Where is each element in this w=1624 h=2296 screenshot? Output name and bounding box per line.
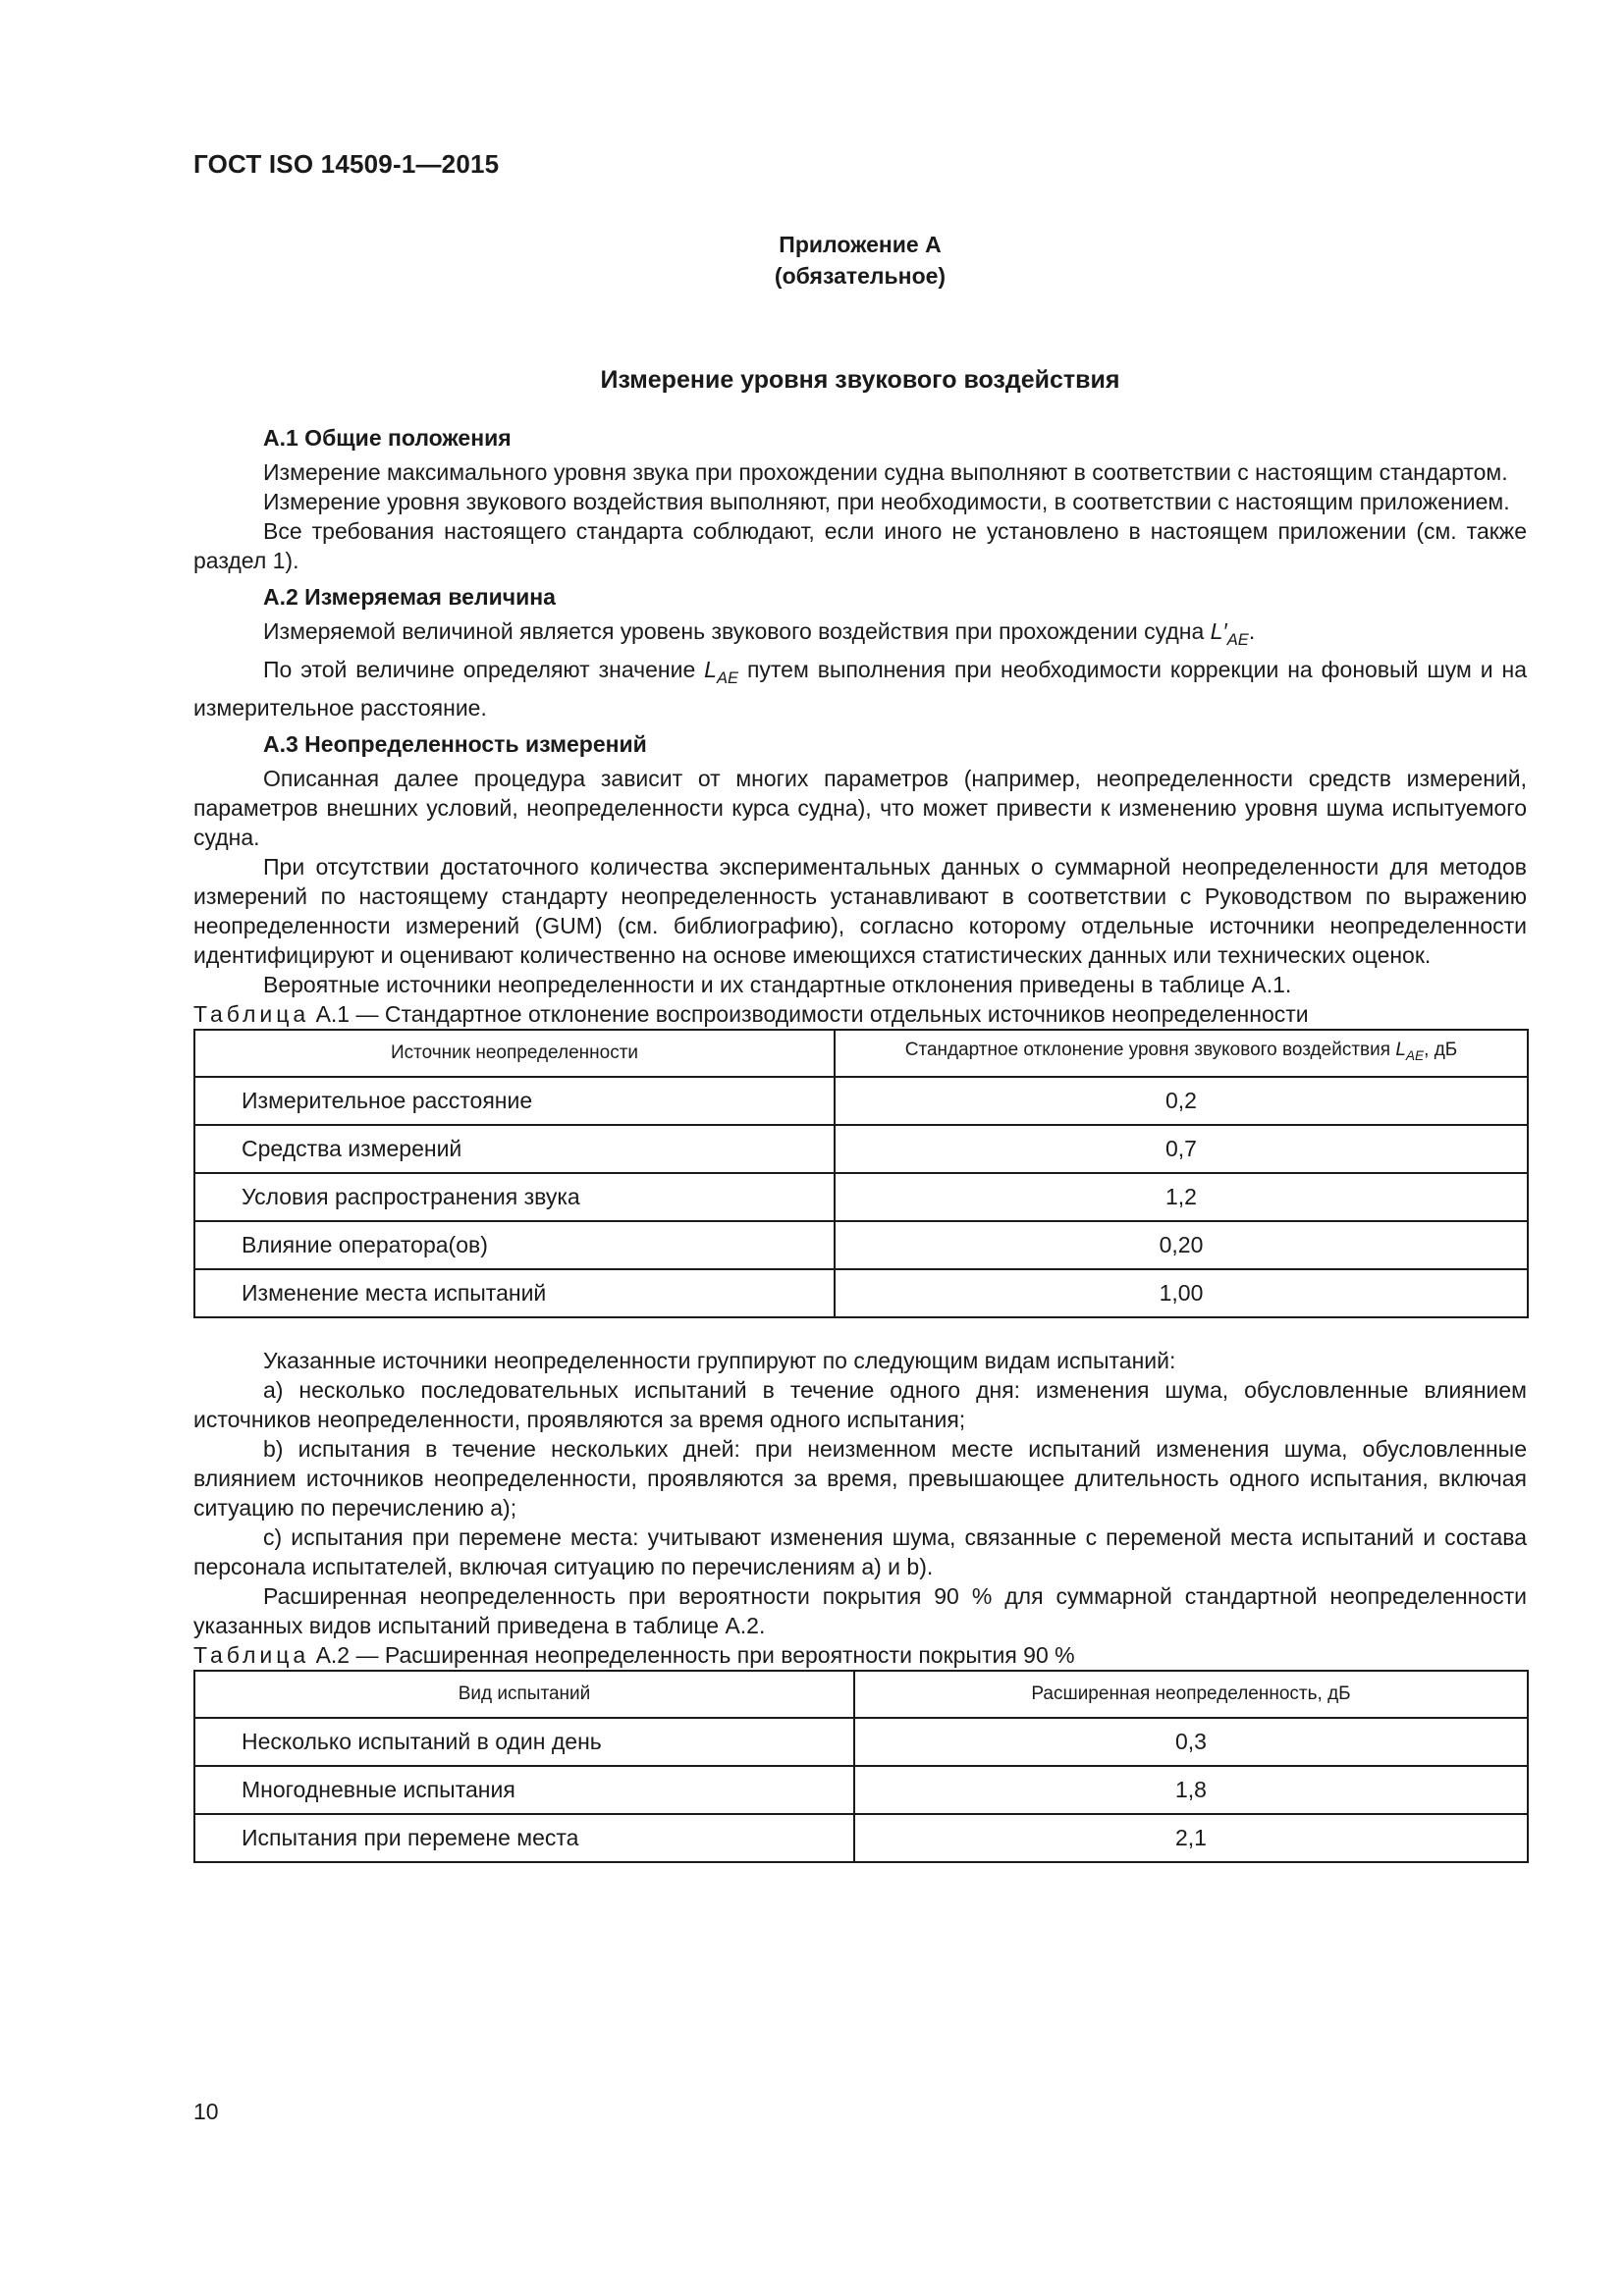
cell-value: 1,2 — [835, 1173, 1528, 1221]
grouping-closing: Расширенная неопределенность при вероятности покрытия 90 % для суммарной стандартной неопределенности указанных видов испытаний приведена в таблице А.2. — [193, 1582, 1527, 1638]
list-item-a: а) несколько последовательных испытаний в течение одного дня: изменения шума, обусловленные влиянием источников неопределенности, проявляются за время одного испытания; — [193, 1376, 1527, 1432]
cell-source: Средства измерений — [194, 1125, 835, 1173]
table-row — [194, 1269, 1528, 1317]
section-a2-heading: А.2 Измеряемая величина — [263, 584, 556, 610]
table-row — [194, 1125, 1528, 1173]
table-row — [194, 1766, 1528, 1814]
grouping-block — [193, 1346, 1527, 1640]
cell-value: 0,20 — [835, 1221, 1528, 1269]
cell-test-type: Несколько испытаний в один день — [194, 1718, 854, 1766]
page-number: 10 — [193, 2099, 219, 2124]
text-run: По этой величине определяют значение — [263, 656, 705, 682]
table2-caption — [193, 1640, 1527, 1670]
cell-source: Измерительное расстояние — [194, 1077, 835, 1125]
section-a3-paragraph: Вероятные источники неопределенности и их стандартные отклонения приведены в таблице А.1. — [263, 971, 1292, 997]
cell-value: 1,00 — [835, 1269, 1528, 1317]
symbol-l-prime: L′ — [1210, 618, 1227, 644]
grouping-intro: Указанные источники неопределенности группируют по следующим видам испытаний: — [263, 1347, 1176, 1373]
text-run: . — [1248, 618, 1256, 644]
section-a3-paragraph: При отсутствии достаточного количества экспериментальных данных о суммарной неопределенности для методов измерений по настоящему стандарту неопределенность устанавливают в соответствии с Руководством по выражению неопределенности измерений (GUM) (см. библиографию), согласно которому отдельные источники неопределенности идентифицируют и оценивают количественно на основе имеющихся статистических данных или технических оценок. — [193, 853, 1527, 968]
column-header-std-dev — [835, 1030, 1528, 1077]
table-header-row — [194, 1030, 1528, 1077]
section-a1-heading: А.1 Общие положения — [263, 425, 512, 451]
cell-source: Изменение места испытаний — [194, 1269, 835, 1317]
table1-caption — [193, 999, 1527, 1029]
cell-value: 0,7 — [835, 1125, 1528, 1173]
main-title: Измерение уровня звукового воздействия — [600, 366, 1120, 394]
content-body — [193, 423, 1527, 1863]
list-item-b: b) испытания в течение нескольких дней: при неизменном месте испытаний изменения шума, обусловленные влиянием источников неопределенности, проявляются за время, превышающее длительность одного испытания, включая ситуацию по перечислению а); — [193, 1435, 1527, 1521]
text-run: путем выполнения при необходимости коррекции на фоновый шум и на измерительное расстояние. — [193, 656, 1528, 721]
list-item-c: c) испытания при перемене места: учитывают изменения шума, связанные с переменой места испытаний и состава персонала испытателей, включая ситуацию по перечислениям а) и b). — [193, 1523, 1527, 1579]
cell-value: 0,2 — [835, 1077, 1528, 1125]
cell-value: 0,3 — [854, 1718, 1528, 1766]
annex-title: Приложение А — [779, 232, 942, 257]
section-a1-paragraph: Измерение максимального уровня звука при прохождении судна выполняют в соответствии с настоящим стандартом. — [263, 459, 1508, 485]
subscript-ae: AE — [1226, 629, 1249, 649]
caption-label: Таблица — [193, 1000, 310, 1027]
table-row — [194, 1814, 1528, 1862]
section-a2-paragraph — [193, 616, 1527, 655]
section-a1-paragraph: Измерение уровня звукового воздействия выполняют, при необходимости, в соответствии с настоящим приложением. — [263, 489, 1510, 514]
caption-label: Таблица — [193, 1641, 310, 1668]
subscript-ae: AE — [716, 667, 739, 687]
cell-test-type: Испытания при перемене места — [194, 1814, 854, 1862]
section-a2-paragraph — [193, 655, 1527, 722]
section-a3-paragraph: Описанная далее процедура зависит от многих параметров (например, неопределенности средств измерений, параметров внешних условий, неопределенности курса судна), что может привести к изменению уровня шума испытуемого судна. — [193, 765, 1527, 850]
subscript-ae: AE — [1405, 1047, 1425, 1063]
table-a2 — [193, 1670, 1529, 1863]
cell-source: Условия распространения звука — [194, 1173, 835, 1221]
symbol-l: L — [704, 656, 717, 682]
column-header-test-type: Вид испытаний — [194, 1671, 854, 1718]
cell-value: 1,8 — [854, 1766, 1528, 1814]
column-header-source: Источник неопределенности — [194, 1030, 835, 1077]
symbol-l: L — [1395, 1039, 1406, 1060]
document-code-header: ГОСТ ISO 14509-1—2015 — [193, 149, 500, 179]
annex-status: (обязательное) — [774, 263, 947, 289]
column-header-expanded-uncertainty: Расширенная неопределенность, дБ — [854, 1671, 1528, 1718]
table-row — [194, 1221, 1528, 1269]
table-row — [194, 1173, 1528, 1221]
cell-source: Влияние оператора(ов) — [194, 1221, 835, 1269]
text-run: Измеряемой величиной является уровень звукового воздействия при прохождении судна — [263, 618, 1211, 644]
header-text: Стандартное отклонение уровня звукового воздействия — [904, 1039, 1396, 1060]
table-a1 — [193, 1029, 1529, 1318]
section-a3-heading: А.3 Неопределенность измерений — [263, 730, 647, 757]
table-row — [194, 1077, 1528, 1125]
cell-value: 2,1 — [854, 1814, 1528, 1862]
cell-test-type: Многодневные испытания — [194, 1766, 854, 1814]
table-header-row — [194, 1671, 1528, 1718]
caption-text: А.2 — Расширенная неопределенность при вероятности покрытия 90 % — [309, 1641, 1075, 1668]
table-row — [194, 1718, 1528, 1766]
caption-text: А.1 — Стандартное отклонение воспроизводимости отдельных источников неопределенности — [309, 1000, 1309, 1027]
section-a1-paragraph: Все требования настоящего стандарта соблюдают, если иного не установлено в настоящем приложении (см. также раздел 1). — [193, 518, 1527, 573]
header-text-end: , дБ — [1424, 1039, 1458, 1060]
